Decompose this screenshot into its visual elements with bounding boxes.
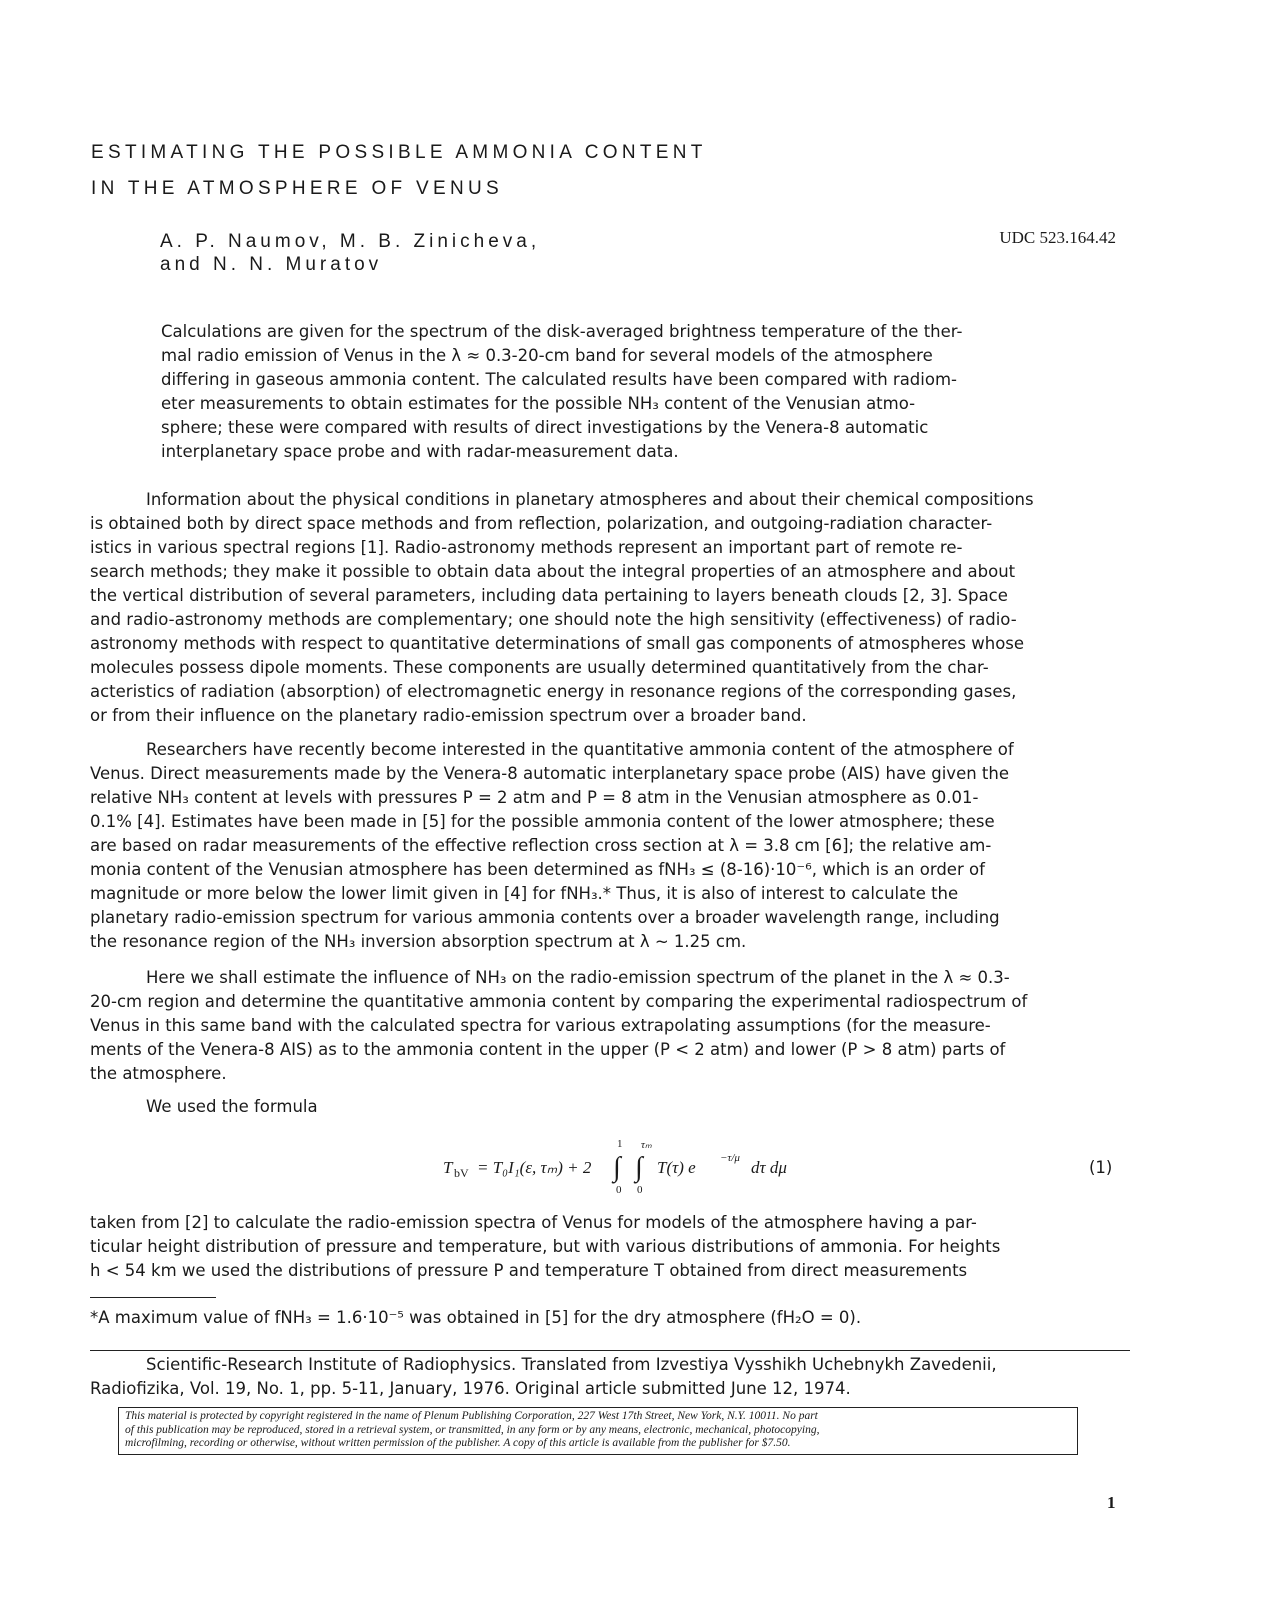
body-line: ments of the Venera-8 AIS) as to the ammonia content in the upper (P < 2 atm) and lower (P > 8 atm) parts of xyxy=(90,1040,1006,1059)
abstract-line: sphere; these were compared with results of direct investigations by the Venera-8 automatic xyxy=(161,418,929,437)
title-line-2: IN THE ATMOSPHERE OF VENUS xyxy=(91,178,503,199)
integral-sign-1: ∫ xyxy=(613,1152,621,1183)
eq-lhs: T xyxy=(443,1158,453,1177)
body-line: and radio-astronomy methods are complementary; one should note the high sensitivity (effectiveness) of radio- xyxy=(90,610,1017,629)
body-line: Researchers have recently become interested in the quantitative ammonia content of the atmosphere of xyxy=(146,740,1014,759)
body-line: istics in various spectral regions [1]. Radio-astronomy methods represent an important part of remote re- xyxy=(90,538,963,557)
eq-differentials: dτ dμ xyxy=(751,1158,787,1177)
paragraph-3 xyxy=(90,966,1130,1086)
abstract-line: differing in gaseous ammonia content. The calculated results have been compared with radiom- xyxy=(161,370,957,389)
int-upper-1: 1 xyxy=(617,1138,623,1150)
body-line: 20-cm region and determine the quantitative ammonia content by comparing the experimental radiospectrum of xyxy=(90,992,1028,1011)
footnote-text: *A maximum value of fNH₃ = 1.6·10⁻⁵ was obtained in [5] for the dry atmosphere (fH₂O = 0). xyxy=(90,1308,862,1327)
body-line: We used the formula xyxy=(146,1097,318,1116)
copyright-line: This material is protected by copyright registered in the name of Plenum Publishing Corporation, 227 West 17th Street, New York, N.Y. 10011. No part xyxy=(125,1410,818,1422)
eq-exponent: −τ/μ xyxy=(720,1152,740,1164)
body-line: h < 54 km we used the distributions of pressure P and temperature T obtained from direct measurements xyxy=(90,1261,968,1280)
body-line: relative NH₃ content at levels with pressures P = 2 atm and P = 8 atm in the Venusian atmosphere as 0.01- xyxy=(90,788,979,807)
paragraph-4 xyxy=(90,1211,1130,1283)
int-upper-2: τₘ xyxy=(641,1139,652,1151)
body-line: Venus. Direct measurements made by the Venera-8 automatic interplanetary space probe (AIS) have given the xyxy=(90,764,1010,783)
body-line: 0.1% [4]. Estimates have been made in [5] for the possible ammonia content of the lower atmosphere; these xyxy=(90,812,995,831)
body-line: are based on radar measurements of the effective reflection cross section at λ = 3.8 cm [6]; the relative am- xyxy=(90,836,992,855)
body-line: planetary radio-emission spectrum for various ammonia contents over a broader wavelength range, including xyxy=(90,908,1000,927)
body-line: Venus in this same band with the calculated spectra for various extrapolating assumptions (for the measure- xyxy=(90,1016,991,1035)
abstract-line: interplanetary space probe and with radar-measurement data. xyxy=(161,442,679,461)
authors-line-2: and N. N. Muratov xyxy=(160,254,383,275)
affiliation-line: Radiofizika, Vol. 19, No. 1, pp. 5-11, January, 1976. Original article submitted June 12, 1974. xyxy=(90,1379,851,1398)
abstract-line: Calculations are given for the spectrum of the disk-averaged brightness temperature of the ther- xyxy=(161,322,963,341)
abstract-line: eter measurements to obtain estimates for the possible NH₃ content of the Venusian atmo- xyxy=(161,394,916,413)
body-line: magnitude or more below the lower limit given in [4] for fNH₃.* Thus, it is also of interest to calculate the xyxy=(90,884,959,903)
body-line: the atmosphere. xyxy=(90,1064,227,1083)
copyright-line: of this publication may be reproduced, stored in a retrieval system, or transmitted, in any form or by any means, electronic, mechanical, photocopying, xyxy=(125,1423,820,1436)
footnote-rule xyxy=(90,1297,216,1298)
body-line: the vertical distribution of several parameters, including data pertaining to layers beneath clouds [2, 3]. Space xyxy=(90,586,1008,605)
body-line: Information about the physical conditions in planetary atmospheres and about their chemical compositions xyxy=(146,490,1034,509)
integral-sign-2: ∫ xyxy=(635,1152,643,1183)
authors-line-1: A. P. Naumov, M. B. Zinicheva, xyxy=(160,231,541,252)
copyright-notice-box xyxy=(118,1407,1078,1455)
footnote xyxy=(90,1306,861,1330)
body-line: taken from [2] to calculate the radio-emission spectra of Venus for models of the atmosphere having a par- xyxy=(90,1213,977,1232)
affiliation-rule xyxy=(90,1350,1130,1351)
body-line: Here we shall estimate the influence of NH₃ on the radio-emission spectrum of the planet in the λ ≈ 0.3- xyxy=(146,968,1010,987)
equation-1 xyxy=(443,1138,813,1198)
body-line: acteristics of radiation (absorption) of electromagnetic energy in resonance regions of the corresponding gases, xyxy=(90,682,1017,701)
page-number: 1 xyxy=(1107,1493,1116,1512)
body-line: or from their influence on the planetary radio-emission spectrum over a broader band. xyxy=(90,706,807,725)
title-line-1: ESTIMATING THE POSSIBLE AMMONIA CONTENT xyxy=(91,142,707,163)
int-lower-2: 0 xyxy=(637,1184,643,1196)
eq-rhs-a: = T₀I₁(ε, τₘ) + 2 xyxy=(477,1158,592,1177)
body-line: astronomy methods with respect to quantitative determinations of small gas components of atmospheres whose xyxy=(90,634,1025,653)
body-line: molecules possess dipole moments. These components are usually determined quantitatively from the char- xyxy=(90,658,989,677)
eq-lhs-sub: bV xyxy=(454,1166,469,1180)
udc-code: UDC 523.164.42 xyxy=(999,228,1116,247)
paragraph-1 xyxy=(90,488,1130,728)
body-line: monia content of the Venusian atmosphere has been determined as fNH₃ ≤ (8-16)·10⁻⁶, which is an order of xyxy=(90,860,985,879)
copyright-line: microfilming, recording or otherwise, without written permission of the publisher. A copy of this article is available from the publisher for $7.50. xyxy=(125,1437,791,1449)
int-lower-1: 0 xyxy=(616,1184,622,1196)
body-line: is obtained both by direct space methods and from reflection, polarization, and outgoing-radiation character- xyxy=(90,514,993,533)
abstract-line: mal radio emission of Venus in the λ ≈ 0.3-20-cm band for several models of the atmosphere xyxy=(161,346,933,365)
affiliation xyxy=(90,1353,1130,1401)
eq-integrand: T(τ) e xyxy=(657,1158,696,1177)
equation-number: (1) xyxy=(1089,1158,1113,1177)
affiliation-line: Scientific-Research Institute of Radiophysics. Translated from Izvestiya Vysshikh Uchebnykh Zavedenii, xyxy=(146,1355,997,1374)
body-line: ticular height distribution of pressure and temperature, but with various distributions of ammonia. For heights xyxy=(90,1237,1001,1256)
abstract xyxy=(161,320,1041,464)
body-line: search methods; they make it possible to obtain data about the integral properties of an atmosphere and about xyxy=(90,562,1016,581)
formula-intro xyxy=(90,1095,1130,1119)
paragraph-2 xyxy=(90,738,1130,954)
body-line: the resonance region of the NH₃ inversion absorption spectrum at λ ~ 1.25 cm. xyxy=(90,932,747,951)
